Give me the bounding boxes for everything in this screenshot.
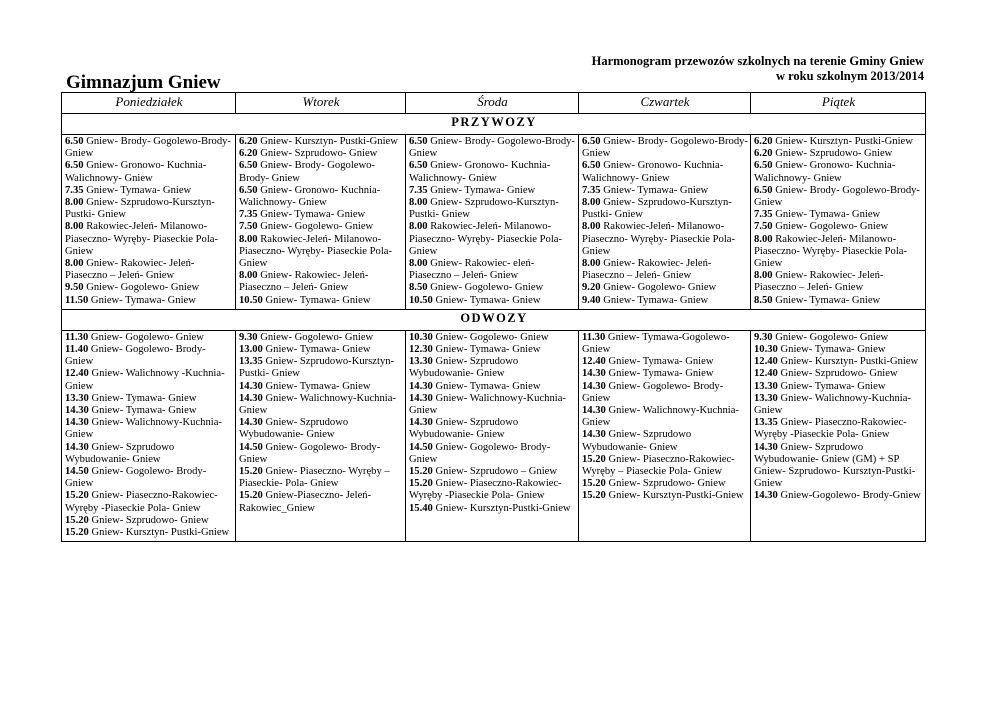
entry-time: 8.00 [754, 270, 773, 282]
schedule-cell-wednesday [406, 135, 579, 310]
schedule-entry [409, 417, 576, 441]
entry-time: 13.30 [754, 392, 778, 404]
entry-route: Gniew- Tymawa- Gniew [435, 344, 541, 356]
entry-route: Gniew- Rakowiec- Jeleń-Piaseczno – Jeleń- Gniew [582, 258, 712, 282]
schedule-entry [65, 344, 233, 368]
entry-time: 11.30 [65, 331, 89, 343]
day-header-row [62, 93, 926, 114]
schedule-entry [409, 221, 576, 258]
entry-time: 15.20 [65, 514, 89, 526]
entry-route: Gniew- Gogolewo- Brody-Gniew [65, 466, 207, 490]
schedule-entry [582, 197, 748, 221]
schedule-entry [582, 258, 748, 282]
entry-time: 10.30 [754, 344, 778, 356]
schedule-entry [409, 381, 576, 393]
entry-route: Gniew- Gogolewo- Gniew [260, 221, 374, 233]
schedule-cell-thursday [579, 135, 751, 310]
entry-route: Gniew- Gogolewo- Brody-Gniew [239, 441, 381, 465]
schedule-entry [582, 282, 748, 294]
schedule-entry [409, 393, 576, 417]
entry-route: Gniew- Gogolewo- Gniew [430, 282, 544, 294]
entry-time: 7.50 [239, 221, 258, 233]
entry-route: Gniew- Szprudowo-Kursztyn- Pustki- Gniew [582, 197, 732, 221]
entry-time: 14.30 [582, 429, 606, 441]
entry-route: Gniew- Tymawa- Gniew [775, 294, 881, 306]
entry-route: Gniew- Tymawa- Gniew [608, 356, 714, 368]
entry-time: 9.50 [65, 282, 84, 294]
entry-route: Gniew-Gogolewo- Brody-Gniew [780, 490, 921, 502]
entry-time: 9.20 [582, 282, 601, 294]
section-header-row [62, 114, 926, 135]
entry-time: 6.50 [65, 160, 84, 172]
schedule-entry [582, 185, 748, 197]
schedule-entry [239, 356, 403, 380]
schedule-entry [754, 332, 923, 344]
entry-time: 15.20 [582, 478, 606, 490]
entry-time: 12.40 [754, 356, 778, 368]
entry-time: 6.50 [239, 160, 258, 172]
schedule-entry [754, 270, 923, 294]
schedule-cell-monday [62, 330, 236, 541]
schedule-entry [754, 490, 923, 502]
day-header-thursday: Czwartek [579, 93, 751, 114]
entry-time: 8.00 [409, 221, 428, 233]
schedule-entry [65, 136, 233, 160]
entry-time: 14.30 [239, 380, 263, 392]
entry-time: 13.30 [409, 356, 433, 368]
entry-route: Gniew- Rakowiec- Jeleń-Piaseczno – Jeleń- Gniew [754, 270, 884, 294]
schedule-entry [239, 185, 403, 209]
entry-route: Gniew- Rakowiec- eleń-Piaseczno – Jeleń- Gniew [409, 258, 535, 282]
entry-route: Gniew- Piaseczno-Rakowiec- Wyręby -Piaseckie Pola- Gniew [65, 490, 218, 514]
entry-route: Gniew- Gogolewo- Gniew [86, 282, 200, 294]
entry-time: 7.35 [409, 184, 428, 196]
schedule-entry [582, 295, 748, 307]
schedule-entry [582, 368, 748, 380]
schedule-title [464, 54, 924, 84]
entry-time: 10.50 [239, 294, 263, 306]
entry-time: 13.00 [239, 344, 263, 356]
schedule-entry [754, 148, 923, 160]
entry-route: Gniew- Tymawa- Gniew [260, 209, 366, 221]
entry-route: Gniew- Gogolewo- Brody-Gniew [582, 380, 724, 404]
schedule-entry [409, 197, 576, 221]
schedule-entry [65, 258, 233, 282]
entry-time: 8.00 [582, 221, 601, 233]
entry-route: Gniew- Walichnowy-Kuchnia- Gniew [582, 405, 739, 429]
entry-route: Gniew- Tymawa- Gniew [91, 392, 197, 404]
entry-time: 8.00 [754, 233, 773, 245]
schedule-entry [239, 270, 403, 294]
entry-time: 14.50 [65, 466, 89, 478]
entry-route: Gniew- Walichnowy -Kuchnia- Gniew [65, 368, 225, 392]
entry-route: Gniew- Szprudowo-Kursztyn- Pustki- Gniew [239, 356, 395, 380]
schedule-cell-tuesday [236, 135, 406, 310]
schedule-entry [754, 393, 923, 417]
entry-time: 13.35 [239, 356, 263, 368]
entry-time: 8.00 [65, 221, 84, 233]
entry-time: 9.40 [582, 294, 601, 306]
day-header-wednesday: Środa [406, 93, 579, 114]
entry-route: Gniew- Tymawa- Gniew [265, 294, 371, 306]
entry-time: 10.50 [409, 294, 433, 306]
entry-time: 11.30 [582, 331, 606, 343]
entry-time: 14.30 [582, 380, 606, 392]
schedule-cell-wednesday [406, 330, 579, 541]
entry-time: 6.50 [409, 136, 428, 147]
entry-route: Gniew- Piaseczno- Wyręby – Piaseckie- Pola- Gniew [239, 466, 390, 490]
schedule-entry [409, 295, 576, 307]
entry-time: 8.50 [754, 294, 773, 306]
entry-time: 14.30 [239, 417, 263, 429]
schedule-entry [239, 136, 403, 148]
schedule-entry [239, 466, 403, 490]
entry-time: 12.40 [582, 356, 606, 368]
entry-route: Gniew- Walichnowy-Kuchnia- Gniew [409, 392, 566, 417]
schedule-entry [65, 160, 233, 184]
entry-route: Rakowiec-Jeleń- Milanowo-Piaseczno- Wyręby- Piaseckie Pola- Gniew [65, 221, 219, 257]
schedule-row [62, 135, 926, 310]
entry-time: 15.20 [409, 478, 433, 490]
entry-time: 9.30 [754, 331, 773, 343]
entry-route: Rakowiec-Jeleń- Milanowo-Piaseczno- Wyręby- Piaseckie Pola- Gniew [409, 221, 563, 257]
entry-time: 15.20 [582, 453, 606, 465]
entry-route: Gniew- Walichnowy-Kuchnia- Gniew [239, 392, 396, 417]
entry-time: 7.35 [239, 209, 258, 221]
entry-route: Gniew- Walichnowy-Kuchnia- Gniew [65, 417, 222, 441]
schedule-entry [754, 417, 923, 441]
entry-route: Gniew- Szprudowo Wybudowanie- Gniew [65, 441, 175, 465]
entry-route: Gniew- Gogolewo- Brody-Gniew [65, 344, 206, 368]
schedule-entry [65, 515, 233, 527]
schedule-table [61, 92, 926, 542]
entry-route: Gniew- Walichnowy-Kuchnia- Gniew [754, 392, 911, 417]
schedule-entry [409, 356, 576, 380]
schedule-entry [754, 221, 923, 233]
schedule-entry [239, 209, 403, 221]
entry-route: Gniew- Gogolewo- Gniew [775, 221, 889, 233]
schedule-entry [754, 136, 923, 148]
entry-route: Gniew- Gogolewo- Gniew [90, 331, 204, 343]
schedule-entry [239, 160, 403, 184]
schedule-entry [65, 332, 233, 344]
schedule-entry [65, 490, 233, 514]
entry-route: Gniew- Piaseczno-Rakowiec- Wyręby – Piaseckie Pola- Gniew [582, 453, 735, 478]
entry-time: 14.30 [409, 380, 433, 392]
entry-route: Gniew- Tymawa- Gniew [430, 184, 536, 196]
entry-time: 15.20 [65, 527, 89, 539]
entry-time: 6.50 [239, 184, 258, 196]
entry-route: Gniew- Kursztyn- Pustki-Gniew [780, 356, 919, 368]
schedule-entry [409, 160, 576, 184]
entry-time: 14.50 [409, 441, 433, 453]
entry-route: Gniew- Tymawa- Gniew [265, 380, 371, 392]
entry-time: 13.30 [65, 392, 89, 404]
entry-time: 8.00 [582, 258, 601, 270]
schedule-entry [409, 503, 576, 515]
entry-time: 15.20 [239, 466, 263, 478]
entry-route: Gniew- Tymawa- Gniew [775, 209, 881, 221]
schedule-entry [239, 234, 403, 271]
entry-time: 6.50 [582, 160, 601, 172]
schedule-entry [239, 332, 403, 344]
entry-time: 14.30 [239, 392, 263, 404]
schedule-cell-tuesday [236, 330, 406, 541]
entry-time: 12.40 [65, 368, 89, 380]
schedule-entry [582, 136, 748, 160]
schedule-entry [409, 282, 576, 294]
schedule-entry [754, 234, 923, 271]
entry-route: Gniew- Szprudowo-Kursztyn- Pustki- Gniew [65, 197, 215, 221]
schedule-entry [65, 197, 233, 221]
entry-route: Gniew- Tymawa- Gniew [603, 294, 709, 306]
entry-route: Gniew- Tymawa- Gniew [608, 368, 714, 380]
schedule-entry [409, 332, 576, 344]
entry-time: 6.50 [754, 184, 773, 196]
entry-route: Gniew- Kursztyn- Pustki-Gniew [260, 136, 398, 147]
schedule-title-line1: Harmonogram przewozów szkolnych na terenie Gminy Gniew [591, 54, 924, 68]
schedule-entry [65, 295, 233, 307]
entry-route: Gniew- Rakowiec- Jeleń-Piaseczno – Jeleń- Gniew [239, 270, 369, 294]
entry-route: Gniew- Kursztyn-Pustki-Gniew [608, 490, 744, 502]
schedule-entry [582, 160, 748, 184]
entry-time: 10.30 [409, 331, 433, 343]
entry-route: Gniew- Piaseczno-Rakowiec- Wyręby -Piaseckie Pola- Gniew [754, 417, 907, 441]
entry-time: 14.30 [409, 417, 433, 429]
entry-time: 8.00 [409, 258, 428, 270]
entry-route: Gniew- Tymawa- Gniew [780, 380, 886, 392]
entry-time: 13.30 [754, 380, 778, 392]
schedule-entry [582, 429, 748, 453]
entry-time: 14.30 [754, 441, 778, 453]
entry-route: Gniew- Gogolewo- Brody-Gniew [409, 441, 551, 465]
entry-route: Gniew- Tymawa- Gniew [91, 405, 197, 417]
entry-route: Gniew- Szprudowo- Gniew [780, 368, 898, 380]
entry-route: Gniew- Szprudowo Wybudowanie- Gniew [409, 356, 519, 380]
entry-time: 8.00 [239, 270, 258, 282]
entry-route: Gniew- Szprudowo Wybudowanie- Gniew [409, 417, 519, 441]
schedule-entry [65, 185, 233, 197]
schedule-entry [65, 282, 233, 294]
entry-route: Gniew- Gronowo- Kuchnia-Walichnowy- Gniew [582, 160, 724, 184]
schedule-entry [582, 478, 748, 490]
entry-time: 6.50 [754, 160, 773, 172]
entry-route: Gniew- Tymawa-Gogolewo- Gniew [582, 331, 730, 356]
schedule-entry [65, 405, 233, 417]
entry-route: Gniew- Kursztyn- Pustki-Gniew [91, 527, 230, 539]
schedule-entry [239, 148, 403, 160]
entry-route: Gniew- Brody- Gogolewo-Brody- Gniew [65, 136, 231, 160]
entry-time: 8.50 [409, 282, 428, 294]
entry-route: Gniew- Tymawa- Gniew [86, 184, 192, 196]
entry-time: 13.35 [754, 417, 778, 429]
entry-route: Gniew- Brody- Gogolewo-Brody- Gniew [754, 184, 920, 209]
section-header-row [62, 309, 926, 330]
entry-time: 7.35 [65, 184, 84, 196]
schedule-entry [582, 356, 748, 368]
entry-time: 6.50 [409, 160, 428, 172]
entry-route: Gniew- Szprudowo Wybudowanie- Gniew (GM) + SP Gniew- Szprudowo- Kursztyn-Pustki- Gniew [754, 441, 916, 490]
schedule-entry [754, 344, 923, 356]
schedule-entry [239, 344, 403, 356]
entry-time: 12.30 [409, 344, 433, 356]
schedule-cell-friday [751, 330, 926, 541]
schedule-entry [239, 221, 403, 233]
schedule-entry [239, 393, 403, 417]
schedule-entry [65, 221, 233, 258]
entry-time: 14.30 [65, 405, 89, 417]
entry-route: Gniew- Szprudowo – Gniew [435, 466, 558, 478]
entry-time: 6.50 [65, 136, 84, 147]
entry-route: Gniew- Szprudowo Wybudowanie- Gniew [582, 429, 692, 453]
schedule-entry [754, 368, 923, 380]
schedule-entry [409, 344, 576, 356]
schedule-entry [65, 527, 233, 539]
entry-time: 14.30 [582, 405, 606, 417]
schedule-entry [239, 295, 403, 307]
entry-route: Gniew- Szprudowo Wybudowanie- Gniew [239, 417, 349, 441]
entry-route: Gniew- Brody- Gogolewo-Brody- Gniew [409, 136, 575, 160]
entry-time: 12.40 [754, 368, 778, 380]
entry-route: Gniew- Tymawa- Gniew [603, 184, 709, 196]
schedule-entry [239, 417, 403, 441]
entry-time: 14.30 [582, 368, 606, 380]
entry-time: 14.30 [409, 392, 433, 404]
entry-route: Gniew- Szprudowo-Kursztyn- Pustki- Gniew [409, 197, 559, 221]
schedule-entry [754, 185, 923, 209]
entry-time: 7.50 [754, 221, 773, 233]
schedule-entry [239, 381, 403, 393]
schedule-entry [65, 466, 233, 490]
schedule-entry [754, 356, 923, 368]
schedule-entry [409, 185, 576, 197]
entry-route: Gniew- Gronowo- Kuchnia-Walichnowy- Gniew [409, 160, 551, 184]
entry-route: Gniew- Gogolewo- Gniew [775, 331, 889, 343]
schedule-title-line2: w roku szkolnym 2013/2014 [775, 69, 924, 83]
entry-route: Gniew- Szprudowo- Gniew [91, 514, 209, 526]
entry-route: Gniew- Tymawa- Gniew [435, 380, 541, 392]
entry-route: Rakowiec-Jeleń- Milanowo-Piaseczno- Wyręby- Piaseckie Pola- Gniew [754, 233, 908, 270]
schedule-entry [409, 478, 576, 502]
entry-route: Gniew- Rakowiec- Jeleń-Piaseczno – Jeleń- Gniew [65, 258, 195, 282]
day-header-monday: Poniedziałek [62, 93, 236, 114]
entry-time: 7.35 [582, 184, 601, 196]
schedule-entry [754, 160, 923, 184]
entry-route: Gniew- Tymawa- Gniew [780, 344, 886, 356]
entry-route: Gniew- Gogolewo- Gniew [260, 331, 374, 343]
schedule-entry [65, 417, 233, 441]
schedule-entry [409, 466, 576, 478]
day-header-tuesday: Wtorek [236, 93, 406, 114]
schedule-cell-monday [62, 135, 236, 310]
entry-time: 14.30 [754, 490, 778, 502]
entry-time: 8.00 [582, 197, 601, 209]
schedule-entry [65, 368, 233, 392]
schedule-entry [754, 295, 923, 307]
entry-time: 6.20 [239, 148, 258, 160]
schedule-entry [582, 332, 748, 356]
schedule-entry [582, 381, 748, 405]
entry-time: 11.50 [65, 294, 89, 306]
entry-route: Gniew- Szprudowo- Gniew [608, 478, 726, 490]
schedule-row [62, 330, 926, 541]
schedule-entry [409, 442, 576, 466]
entry-route: Gniew- Kursztyn-Pustki-Gniew [435, 502, 571, 514]
schedule-entry [582, 405, 748, 429]
entry-time: 9.30 [239, 331, 258, 343]
schedule-entry [582, 490, 748, 502]
schedule-entry [754, 442, 923, 491]
entry-time: 14.30 [65, 441, 89, 453]
entry-time: 8.00 [239, 233, 258, 245]
entry-time: 6.50 [582, 136, 601, 147]
entry-time: 14.30 [65, 417, 89, 429]
entry-route: Rakowiec-Jeleń- Milanowo-Piaseczno- Wyręby- Piaseckie Pola- Gniew [239, 233, 393, 270]
entry-route: Rakowiec-Jeleń- Milanowo-Piaseczno- Wyręby- Piaseckie Pola- Gniew [582, 221, 736, 257]
schedule-cell-friday [751, 135, 926, 310]
entry-time: 14.50 [239, 441, 263, 453]
entry-time: 11.40 [65, 344, 89, 356]
schedule-entry [754, 381, 923, 393]
entry-time: 6.20 [239, 136, 258, 147]
entry-time: 15.40 [409, 502, 433, 514]
day-header-friday: Piątek [751, 93, 926, 114]
school-name: Gimnazjum Gniew [66, 72, 221, 93]
entry-time: 15.20 [409, 466, 433, 478]
entry-route: Gniew- Tymawa- Gniew [265, 344, 371, 356]
entry-route: Gniew- Gogolewo- Gniew [435, 331, 549, 343]
entry-time: 15.20 [582, 490, 606, 502]
schedule-entry [754, 209, 923, 221]
entry-route: Gniew- Tymawa- Gniew [435, 294, 541, 306]
schedule-entry [409, 136, 576, 160]
entry-time: 8.00 [65, 258, 84, 270]
schedule-entry [65, 442, 233, 466]
schedule-entry [65, 393, 233, 405]
entry-time: 6.20 [754, 136, 773, 147]
entry-route: Gniew- Brody- Gogolewo-Brody- Gniew [582, 136, 748, 160]
schedule-cell-thursday [579, 330, 751, 541]
entry-route: Gniew-Piaseczno- Jeleń-Rakowiec_Gniew [239, 490, 372, 514]
entry-route: Gniew- Brody- Gogolewo-Brody- Gniew [239, 160, 375, 184]
entry-route: Gniew- Szprudowo- Gniew [775, 148, 893, 160]
schedule-entry [582, 221, 748, 258]
entry-route: Gniew- Tymawa- Gniew [90, 294, 196, 306]
entry-time: 8.00 [65, 197, 84, 209]
schedule-entry [239, 442, 403, 466]
entry-time: 15.20 [65, 490, 89, 502]
entry-time: 7.35 [754, 209, 773, 221]
entry-time: 15.20 [239, 490, 263, 502]
entry-route: Gniew- Szprudowo- Gniew [260, 148, 378, 160]
section-title: PRZYWOZY [62, 114, 926, 135]
entry-time: 8.00 [409, 197, 428, 209]
entry-route: Gniew- Gronowo- Kuchnia-Walichnowy- Gniew [754, 160, 896, 184]
entry-route: Gniew- Gronowo- Kuchnia-Walichnowy- Gniew [65, 160, 207, 184]
schedule-entry [409, 258, 576, 282]
schedule-entry [239, 490, 403, 514]
entry-route: Gniew- Piaseczno-Rakowiec- Wyręby -Piaseckie Pola- Gniew [409, 478, 562, 502]
entry-route: Gniew- Kursztyn- Pustki-Gniew [775, 136, 913, 147]
entry-route: Gniew- Gronowo- Kuchnia-Walichnowy- Gniew [239, 184, 381, 209]
section-title: ODWOZY [62, 309, 926, 330]
entry-time: 6.20 [754, 148, 773, 160]
entry-route: Gniew- Gogolewo- Gniew [603, 282, 717, 294]
schedule-entry [582, 454, 748, 478]
